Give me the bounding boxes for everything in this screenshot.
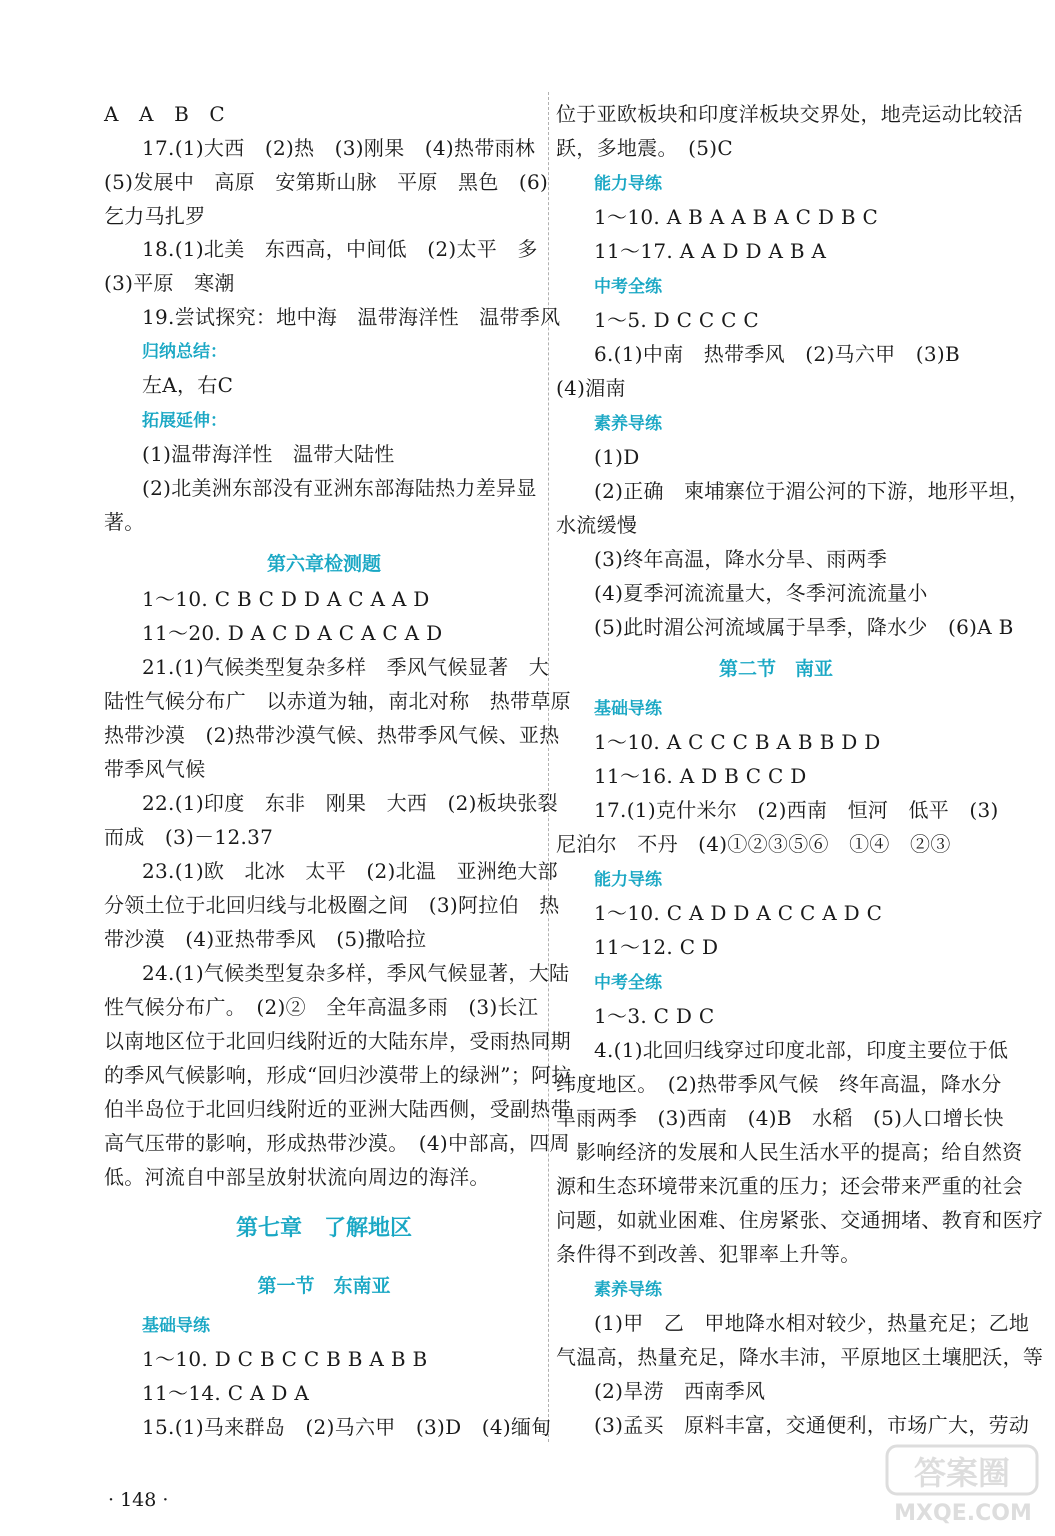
section-label-summary: 归纳总结： bbox=[142, 342, 227, 362]
answer-line: 源和生态环境带来沉重的压力；还会带来严重的社会 bbox=[556, 1174, 1023, 1198]
answer-line: (5)发展中 高原 安第斯山脉 平原 黑色 (6) bbox=[104, 170, 549, 194]
answer-line: 低。河流自中部呈放射状流向周边的海洋。 bbox=[104, 1165, 490, 1189]
section-label-extension: 拓展延伸： bbox=[142, 411, 227, 431]
answer-line: 带沙漠 (4)亚热带季风 (5)撒哈拉 bbox=[104, 927, 427, 951]
answer-line: 性气候分布广。 (2)② 全年高温多雨 (3)长江 bbox=[104, 995, 539, 1019]
watermark-text: 答案圈 bbox=[913, 1454, 1011, 1492]
page-number: · 148 · bbox=[108, 1489, 169, 1511]
answer-line: 11～20. D A C D A C A C A D bbox=[142, 621, 443, 645]
answer-line: 问题，如就业困难、住房紧张、交通拥堵、教育和医疗 bbox=[556, 1208, 1044, 1232]
answer-line: (3)终年高温，降水分旱、雨两季 bbox=[594, 547, 888, 571]
answer-line: 17.(1)大西 (2)热 (3)刚果 (4)热带雨林 bbox=[142, 136, 536, 160]
answer-line: 尼泊尔 不丹 (4)①②③⑤⑥ ①④ ②③ bbox=[556, 832, 951, 856]
answer-line: 24.(1)气候类型复杂多样，季风气候显著，大陆 bbox=[142, 961, 570, 985]
section-label-ability: 能力导练 bbox=[594, 174, 662, 194]
answer-line: 11～14. C A D A bbox=[142, 1381, 310, 1405]
chapter-six-test-heading: 第六章检测题 bbox=[266, 553, 381, 575]
answer-line: 1～10. A B A A B A C D B C bbox=[594, 205, 879, 229]
answer-line: (2)北美洲东部没有亚洲东部海陆热力差异显 bbox=[142, 476, 537, 500]
answer-line: 热带沙漠 (2)热带沙漠气候、热带季风气候、亚热 bbox=[104, 723, 560, 747]
answer-line: (1)温带海洋性 温带大陆性 bbox=[142, 442, 395, 466]
section-label-literacy: 素养导练 bbox=[594, 414, 662, 434]
answer-line: 伯半岛位于北回归线附近的亚洲大陆西侧，受副热带 bbox=[104, 1097, 571, 1121]
section-label-literacy: 素养导练 bbox=[594, 1280, 662, 1300]
answer-line: (3)孟买 原料丰富，交通便利，市场广大，劳动 bbox=[594, 1413, 1030, 1437]
answer-line: (2)旱涝 西南季风 bbox=[594, 1379, 766, 1403]
answer-line: 的季风气候影响，形成“回归沙漠带上的绿洲”；阿拉 bbox=[104, 1063, 572, 1087]
answer-line: 11～17. A A D D A B A bbox=[594, 239, 827, 263]
section-label-basic: 基础导练 bbox=[594, 699, 662, 719]
section-label-exam: 中考全练 bbox=[594, 277, 662, 297]
answer-line: 高气压带的影响，形成热带沙漠。 (4)中部高，四周 bbox=[104, 1131, 570, 1155]
answer-line: 带季风气候 bbox=[104, 757, 206, 781]
answer-line: 以南地区位于北回归线附近的大陆东岸，受雨热同期 bbox=[104, 1029, 571, 1053]
answer-line: (2)正确 柬埔寨位于湄公河的下游，地形平坦， bbox=[594, 479, 1030, 503]
answer-line: 11～12. C D bbox=[594, 935, 719, 959]
answer-line: A A B C bbox=[104, 102, 225, 126]
answer-line: 旱雨两季 (3)西南 (4)B 水稻 (5)人口增长快 bbox=[556, 1106, 1004, 1130]
answer-line: (4)湄南 bbox=[556, 376, 626, 400]
answer-line: 气温高，热量充足，降水丰沛，平原地区土壤肥沃，等 bbox=[556, 1345, 1044, 1369]
answer-line: 15.(1)马来群岛 (2)马六甲 (3)D (4)缅甸 bbox=[142, 1415, 552, 1439]
column-divider bbox=[548, 92, 549, 1442]
answer-line: 影响经济的发展和人民生活水平的提高；给自然资 bbox=[576, 1140, 1023, 1164]
answer-line: 陆性气候分布广 以赤道为轴，南北对称 热带草原 bbox=[104, 689, 571, 713]
answer-line: 位于亚欧板块和印度洋板块交界处，地壳运动比较活 bbox=[556, 102, 1023, 126]
answer-line: 21.(1)气候类型复杂多样 季风气候显著 大 bbox=[142, 655, 550, 679]
answer-line: 18.(1)北美 东西高，中间低 (2)太平 多 bbox=[142, 237, 538, 261]
answer-line: 1～5. D C C C C bbox=[594, 308, 760, 332]
answer-line: 1～3. C D C bbox=[594, 1004, 715, 1028]
answer-line: 跃，多地震。 (5)C bbox=[556, 136, 733, 160]
answer-line: 6.(1)中南 热带季风 (2)马六甲 (3)B bbox=[594, 342, 960, 366]
section-label-exam: 中考全练 bbox=[594, 973, 662, 993]
section-one-heading: 第一节 东南亚 bbox=[257, 1275, 391, 1297]
answer-line: 1～10. D C B C C B B A B B bbox=[142, 1347, 428, 1371]
answer-line: (1)D bbox=[594, 445, 640, 469]
answer-line: 左A，右C bbox=[142, 373, 234, 397]
answer-line: 23.(1)欧 北冰 太平 (2)北温 亚洲绝大部 bbox=[142, 859, 558, 883]
answer-line: (4)夏季河流流量大，冬季河流流量小 bbox=[594, 581, 928, 605]
answer-line: 22.(1)印度 东非 刚果 大西 (2)板块张裂 bbox=[142, 791, 558, 815]
answer-line: 19.尝试探究：地中海 温带海洋性 温带季风 bbox=[142, 305, 561, 329]
answer-line: 1～10. A C C C B A B B D D bbox=[594, 730, 881, 754]
answer-line: 1～10. C B C D D A C A A D bbox=[142, 587, 430, 611]
answer-line: (1)甲 乙 甲地降水相对较少，热量充足；乙地 bbox=[594, 1311, 1030, 1335]
answer-line: 条件得不到改善、犯罪率上升等。 bbox=[556, 1242, 861, 1266]
answer-line: (5)此时湄公河流域属于旱季，降水少 (6)A B bbox=[594, 615, 1014, 639]
answer-line: 纬度地区。 (2)热带季风气候 终年高温，降水分 bbox=[556, 1072, 1002, 1096]
answer-line: 17.(1)克什米尔 (2)西南 恒河 低平 (3) bbox=[594, 798, 999, 822]
answer-line: 11～16. A D B C C D bbox=[594, 764, 807, 788]
answer-line: 水流缓慢 bbox=[556, 513, 638, 537]
watermark-url: MXQE.COM bbox=[894, 1501, 1032, 1526]
answer-line: 乞力马扎罗 bbox=[104, 204, 206, 228]
answer-line: (3)平原 寒潮 bbox=[104, 271, 235, 295]
answer-line: 4.(1)北回归线穿过印度北部，印度主要位于低 bbox=[594, 1038, 1009, 1062]
answer-line: 而成 (3)－12.37 bbox=[104, 825, 274, 849]
answer-line: 著。 bbox=[104, 510, 145, 534]
section-label-ability: 能力导练 bbox=[594, 870, 662, 890]
chapter-seven-heading: 第七章 了解地区 bbox=[235, 1216, 412, 1241]
section-two-heading: 第二节 南亚 bbox=[718, 658, 833, 680]
answer-line: 分领土位于北回归线与北极圈之间 (3)阿拉伯 热 bbox=[104, 893, 560, 917]
answer-line: 1～10. C A D D A C C A D C bbox=[594, 901, 883, 925]
watermark-logo bbox=[883, 1440, 1043, 1528]
section-label-basic: 基础导练 bbox=[142, 1316, 210, 1336]
